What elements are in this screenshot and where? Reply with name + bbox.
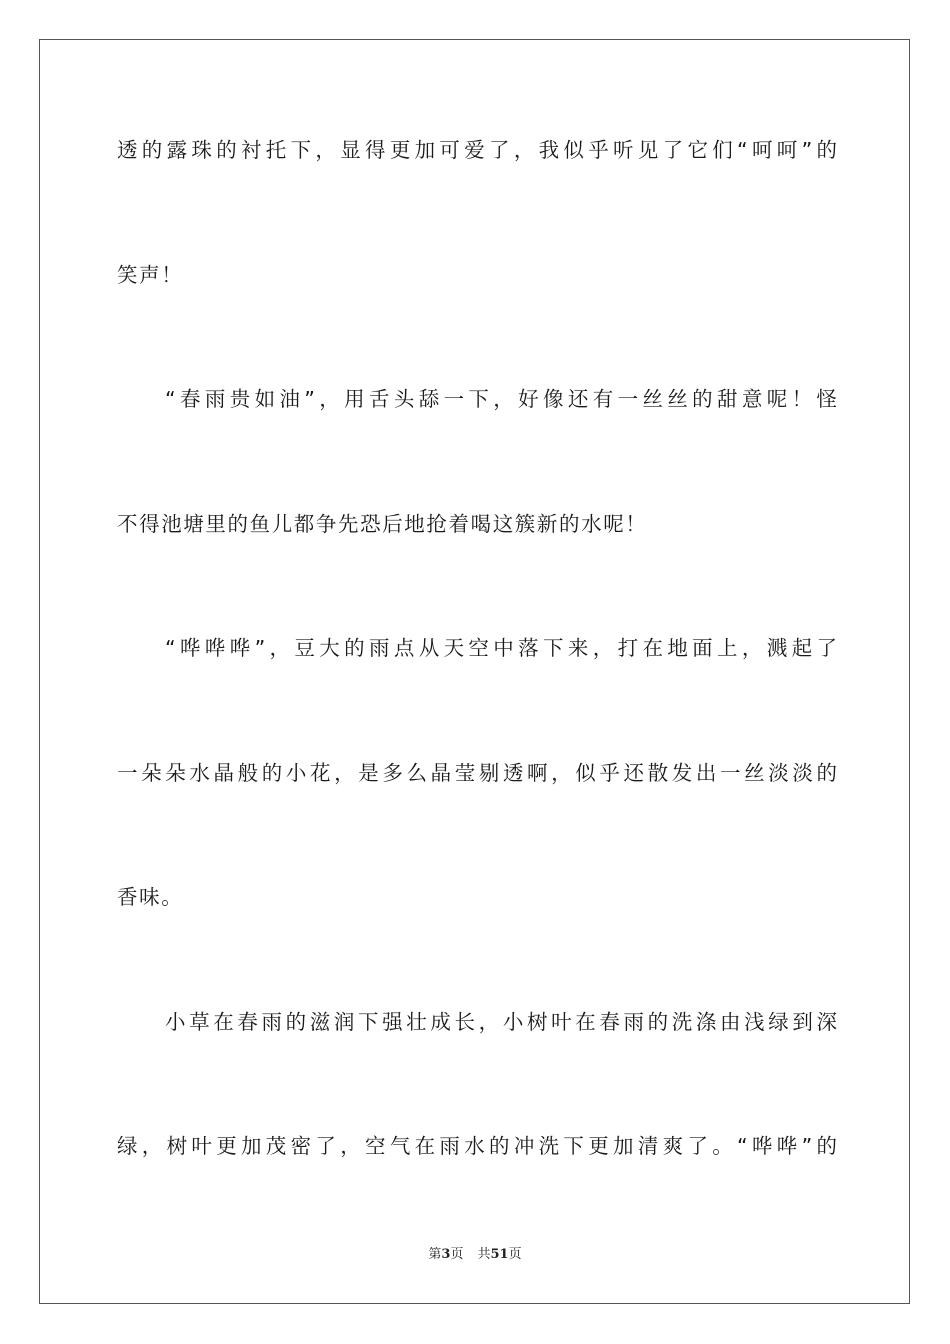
text-line-6: 一朵朵水晶般的小花，是多么晶莹剔透啊，似乎还散发出一丝淡淡的 [117, 761, 837, 785]
text-line-7: 香味。 [117, 885, 184, 909]
page-footer [0, 1246, 950, 1264]
total-suffix: 页 [508, 1247, 522, 1262]
text-line-8: 小草在春雨的滋润下强壮成长，小树叶在春雨的洗涤由浅绿到深 [165, 1010, 837, 1034]
page-border [39, 39, 910, 1304]
page-number: 3 [441, 1247, 451, 1262]
text-line-3: “春雨贵如油”，用舌头舔一下，好像还有一丝丝的甜意呢！怪 [165, 387, 837, 411]
text-line-2: 笑声！ [117, 263, 184, 287]
text-line-9: 绿，树叶更加茂密了，空气在雨水的冲洗下更加清爽了。“哗哗”的 [117, 1134, 837, 1158]
text-line-4: 不得池塘里的鱼儿都争先恐后地抢着喝这簇新的水呢！ [117, 512, 648, 536]
total-pages: 51 [490, 1247, 509, 1262]
text-line-1: 透的露珠的衬托下，显得更加可爱了，我似乎听见了它们“呵呵”的 [117, 138, 837, 162]
text-line-5: “哗哗哗”，豆大的雨点从天空中落下来，打在地面上，溅起了 [165, 636, 837, 660]
total-prefix: 共 [477, 1247, 491, 1262]
page-suffix: 页 [450, 1247, 464, 1262]
page-prefix: 第 [428, 1247, 442, 1262]
